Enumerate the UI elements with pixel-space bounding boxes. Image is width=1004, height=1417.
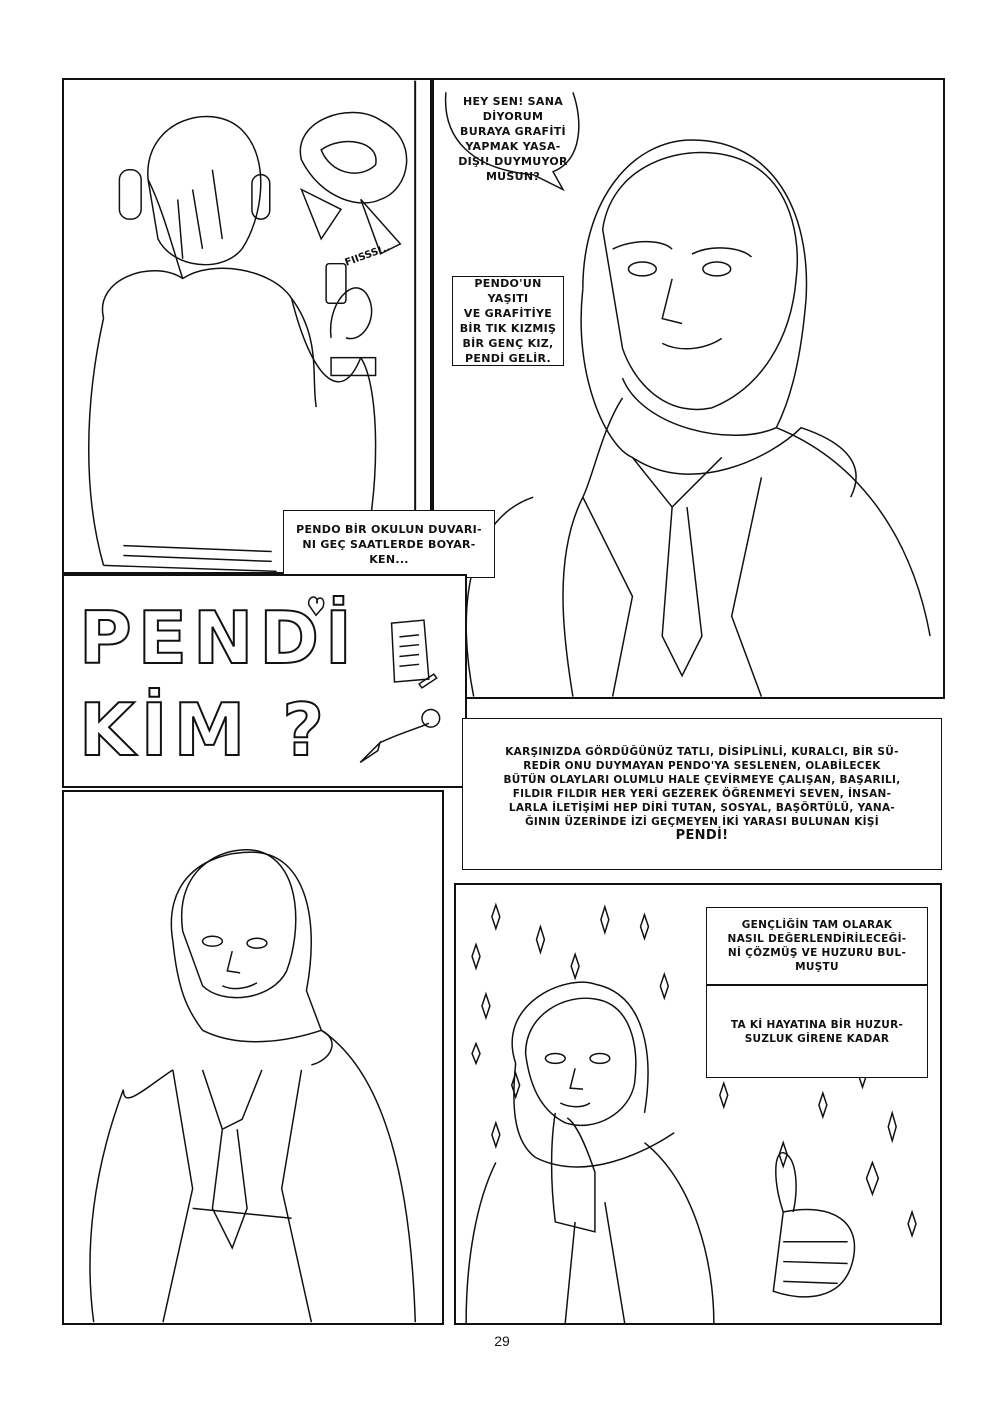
caption-pendi-description: [462, 718, 942, 870]
page-number: 29: [494, 1333, 510, 1349]
caption-description-emphasis: PENDİ!: [675, 828, 729, 843]
title-line1: PENDİ: [79, 596, 358, 680]
caption-graffiti: [283, 510, 495, 578]
title-line2: KİM ?: [79, 688, 331, 772]
caption-pendi-intro: [452, 276, 564, 366]
panel-title: [62, 574, 467, 788]
speech-bubble-text: HEY SEN! SANA DİYORUM BURAYA GRAFİTİ YAPMAK YASA- DIŞI! DUYMUYOR MUSUN?: [458, 95, 568, 183]
pendi-standing-drawing: [64, 792, 442, 1323]
caption-pendi-intro-text: PENDO'UN YAŞITI VE GRAFİTİYE BİR TIK KIZMIŞ BİR GENÇ KIZ, PENDİ GELİR.: [459, 277, 557, 365]
caption-description-text: KARŞINIZDA GÖRDÜĞÜNÜZ TATLI, DİSİPLİNLİ, KURALCI, BİR SÜ- REDİR ONU DUYMAYAN PENDO'YA SESLENEN, OLABİLECEK BÜTÜN OLAYLARI OLUMLU HALE ÇEVİRMEYE ÇALIŞAN, BAŞARILI, FILDIR FILDIR HER YERİ GEZEREK ÖĞRENMEYİ SEVEN, İNSAN- LARLA İLETİŞİMİ HEP DİRİ TUTAN, SOSYAL, BAŞÖRTÜLÜ, YANA- ĞININ ÜZERİNDE İZİ GEÇMEYEN İKİ YARASI BULUNAN KİŞİ: [503, 746, 901, 828]
caption-until: [706, 985, 928, 1078]
caption-peace-found-text: GENÇLİĞİN TAM OLARAK NASIL DEĞERLENDİRİLECEĞİ- Nİ ÇÖZMÜŞ VE HUZURU BUL- MUŞTU: [727, 919, 907, 973]
caption-peace-found: [706, 907, 928, 985]
panel-pendi-shush: [454, 883, 942, 1325]
panel-graffiti-boy: [62, 78, 432, 574]
panel-pendi-intro: [432, 78, 945, 699]
caption-until-text: TA Kİ HAYATINA BİR HUZUR- SUZLUK GİRENE KADAR: [730, 1018, 904, 1045]
panel-pendi-standing: [62, 790, 444, 1325]
caption-graffiti-text: PENDO BİR OKULUN DUVARI- NI GEÇ SAATLERDE BOYAR- KEN...: [296, 522, 482, 566]
sfx-text: FIISSS!..: [343, 242, 392, 269]
boy-drawing: [64, 80, 430, 572]
